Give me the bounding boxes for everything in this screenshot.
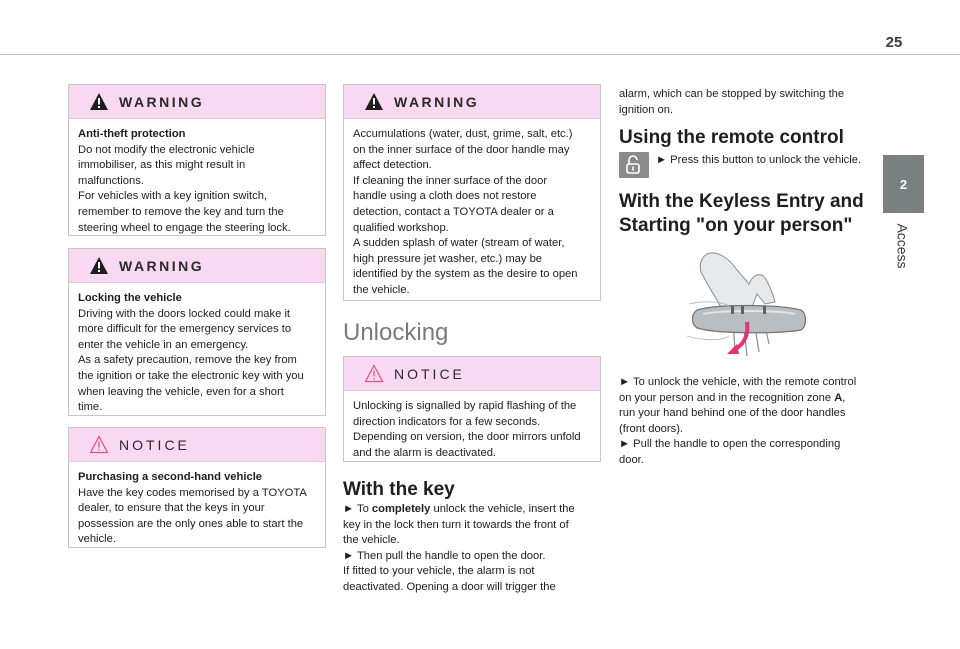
text-line: As a safety precaution, remove the key from <box>78 354 297 367</box>
title-line: With the Keyless Entry and <box>619 191 864 212</box>
text-line: when leaving the vehicle, even for a short <box>78 385 284 398</box>
text-line: Do not modify the electronic vehicle <box>78 143 255 156</box>
header-divider <box>0 54 960 55</box>
text-line: For vehicles with a key ignition switch, <box>78 190 268 203</box>
remote-control-text: ► Press this button to unlock the vehicle. <box>656 154 862 166</box>
warning-label: WARNING <box>394 93 480 110</box>
title-line: Starting "on your person" <box>619 215 853 236</box>
notice-label: NOTICE <box>394 365 465 382</box>
text-line: enter the vehicle in an emergency. <box>78 338 249 351</box>
text-line: dealer, to ensure that the keys in your <box>78 502 265 515</box>
notice-box-second-hand <box>68 427 326 548</box>
text-line: alarm, which can be stopped by switching the <box>619 88 845 100</box>
subsection-title-remote-control: Using the remote control <box>619 127 844 148</box>
text-line: qualified workshop. <box>353 221 449 234</box>
text-line: door. <box>619 453 644 466</box>
section-title-unlocking: Unlocking <box>343 319 449 346</box>
warning-box-anti-theft <box>68 84 326 236</box>
text-line: handle using a cloth does not restore <box>353 190 537 203</box>
text-line: If cleaning the inner surface of the door <box>353 174 548 187</box>
text-line: detection, contact a TOYOTA dealer or a <box>353 205 554 218</box>
warning-header <box>69 249 325 283</box>
notice-label: NOTICE <box>119 436 190 453</box>
text-line: ► To unlock the vehicle, with the remote control <box>619 376 857 388</box>
notice-title: Purchasing a second-hand vehicle <box>78 471 263 483</box>
subsection-title-with-key: With the key <box>343 479 455 500</box>
text-line: ► Pull the handle to open the corresponding <box>619 438 841 451</box>
text-line: the ignition or take the electronic key with you <box>78 369 304 382</box>
text-fragment: , <box>842 391 846 404</box>
notice-box-unlocking <box>343 356 601 462</box>
zone-label: A <box>834 391 843 404</box>
text-fragment: on your person and in the recognition zone <box>619 391 835 404</box>
text-line: vehicle. <box>78 533 116 546</box>
text-line: and the alarm is deactivated. <box>353 446 497 459</box>
notice-icon <box>89 435 109 454</box>
warning-title: Locking the vehicle <box>78 292 182 304</box>
warning-box-locking <box>68 248 326 416</box>
notice-header <box>69 428 325 462</box>
text-line: identified by the system as the desire to open <box>353 268 578 281</box>
warning-body <box>344 119 600 307</box>
text-line: more difficult for the emergency services to <box>78 323 292 336</box>
notice-body <box>344 391 600 469</box>
text-line: on the inner surface of the door handle may <box>353 143 570 156</box>
chapter-tab[interactable]: 2 <box>883 155 924 213</box>
text-line: time. <box>78 401 103 414</box>
keyless-text <box>619 375 881 469</box>
notice-body <box>69 462 325 556</box>
subsection-title-keyless <box>619 190 874 238</box>
text-line: malfunctions. <box>78 174 144 187</box>
with-key-text <box>343 502 605 596</box>
text-line: direction indicators for a few seconds. <box>353 415 541 428</box>
text-line: Driving with the doors locked could make it <box>78 307 291 320</box>
hand-door-handle-illustration <box>677 244 817 364</box>
text-line: high pressure jet washer, etc.) may be <box>353 252 543 265</box>
text-line: immobiliser, as this might result in <box>78 159 246 172</box>
chapter-label <box>877 220 929 272</box>
text-line: affect detection. <box>353 159 432 172</box>
text-line: Have the key codes memorised by a TOYOTA <box>78 486 307 499</box>
text-line: the vehicle. <box>343 534 400 547</box>
warning-icon <box>89 256 109 275</box>
text-line: Unlocking is signalled by rapid flashing of the <box>353 400 577 412</box>
text-line: Accumulations (water, dust, grime, salt, etc.) <box>353 128 573 140</box>
text-line: A sudden splash of water (stream of water, <box>353 237 565 250</box>
warning-header <box>69 85 325 119</box>
text-line: ► Then pull the handle to open the door. <box>343 549 546 562</box>
text-line: the vehicle. <box>353 283 410 296</box>
text-line: ignition on. <box>619 103 674 116</box>
text-line: steering wheel to engage the steering lock. <box>78 221 291 234</box>
warning-body <box>69 119 325 244</box>
warning-label: WARNING <box>119 257 205 274</box>
warning-label: WARNING <box>119 93 205 110</box>
text-line <box>343 502 605 518</box>
text-line: remember to remove the key and turn the <box>78 205 284 218</box>
text-line: deactivated. Opening a door will trigger the <box>343 580 556 593</box>
text-line: possession are the only ones able to start the <box>78 517 304 530</box>
text-line: (front doors). <box>619 422 684 435</box>
warning-icon <box>89 92 109 111</box>
warning-icon <box>364 92 384 111</box>
emphasis-completely: completely <box>371 503 431 515</box>
text-fragment: unlock the vehicle, insert the <box>430 503 575 515</box>
warning-title: Anti-theft protection <box>78 128 186 140</box>
unlock-icon <box>619 152 649 178</box>
text-line: key in the lock then turn it towards the front of <box>343 518 569 531</box>
warning-box-door-handle <box>343 84 601 301</box>
text-line <box>619 391 881 407</box>
text-line: If fitted to your vehicle, the alarm is not <box>343 565 535 578</box>
text-line: run your hand behind one of the door handles <box>619 407 846 420</box>
notice-icon <box>364 364 384 383</box>
chapter-label-text: Access <box>895 223 911 269</box>
warning-body <box>69 283 325 424</box>
notice-header <box>344 357 600 391</box>
text-line: Depending on version, the door mirrors unfold <box>353 431 581 444</box>
warning-header <box>344 85 600 119</box>
page-number: 25 <box>885 34 903 51</box>
text-fragment: ► To <box>343 503 372 515</box>
continued-text <box>619 87 869 118</box>
